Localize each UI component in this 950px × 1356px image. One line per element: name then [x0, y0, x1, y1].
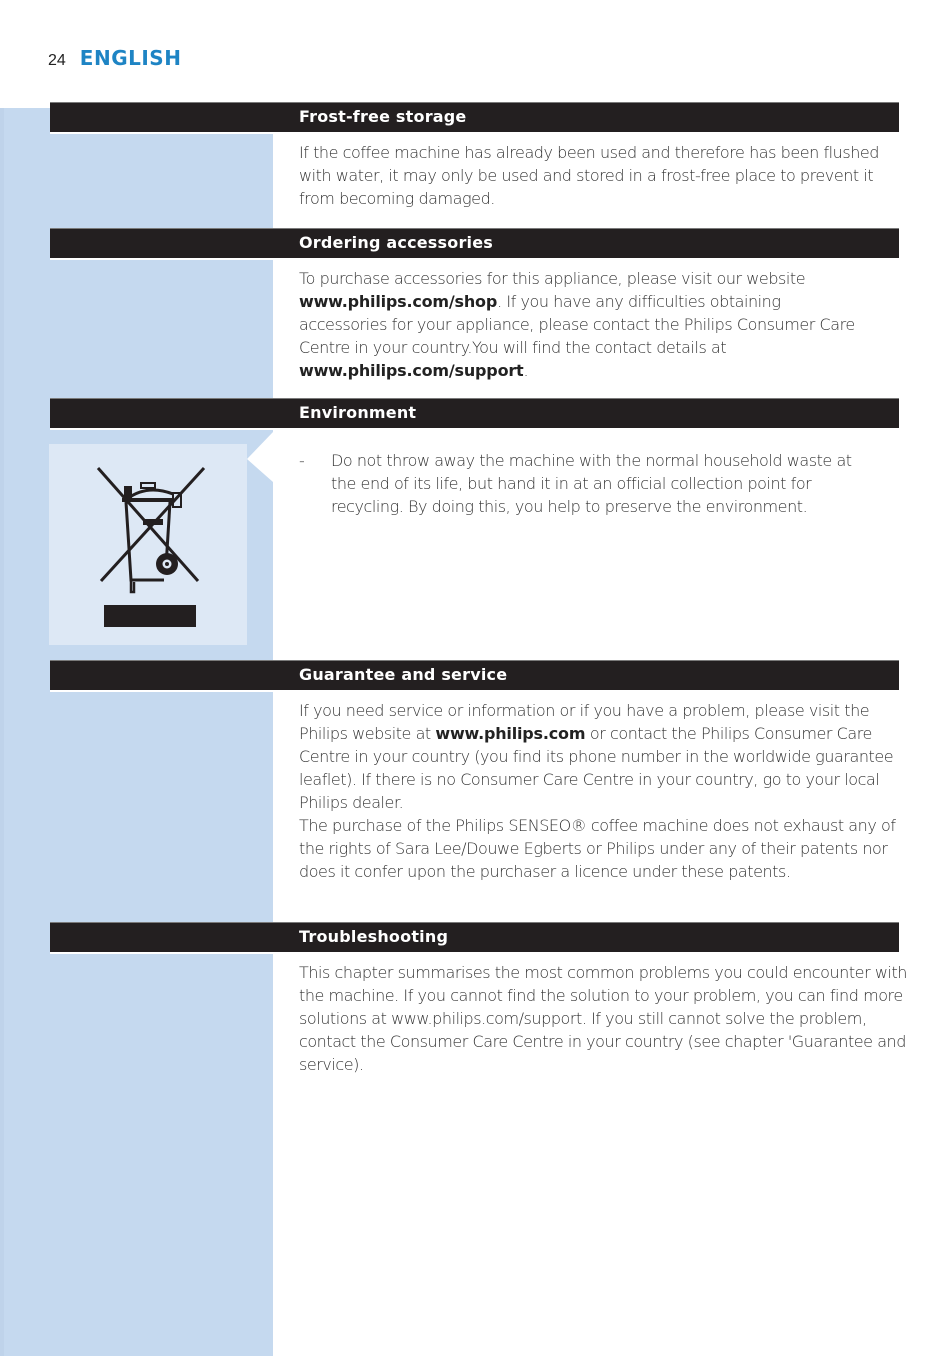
paragraph: If the coffee machine has already been used and therefore has been flushed with water, it may only be used and stored in a frost-free place to prevent it from becoming damaged.	[299, 143, 880, 208]
section-body-frost-free-storage	[299, 141, 909, 210]
philips-link[interactable]: www.philips.com	[435, 724, 586, 743]
section-body-guarantee-and-service	[299, 699, 904, 883]
section-bar-guarantee-and-service	[50, 661, 899, 692]
paragraph-text: If you need service or information or if you have a problem, please visit the Philips website at	[299, 701, 870, 743]
section-title: Guarantee and service	[299, 665, 508, 684]
paragraph-text: . If you have any difficulties obtaining accessories for your appliance, please contact the Philips Consumer Care Centre in your country.You will find the contact details at	[299, 292, 855, 357]
bullet-item	[299, 449, 874, 518]
section-body-ordering-accessories	[299, 267, 859, 382]
paragraph	[299, 699, 904, 814]
section-bar-frost-free-storage	[50, 103, 899, 134]
language-heading: ENGLISH	[79, 46, 182, 70]
shop-link[interactable]: www.philips.com/shop	[299, 292, 498, 311]
callout-notch	[247, 432, 273, 482]
page-header	[48, 46, 181, 76]
crossed-out-wheelie-bin-icon	[49, 444, 247, 645]
section-title: Troubleshooting	[299, 927, 449, 946]
section-bar-ordering-accessories	[50, 229, 899, 260]
section-title: Frost-free storage	[299, 107, 467, 126]
side-panel-edge	[0, 108, 4, 1356]
section-body-environment	[299, 449, 874, 518]
section-bar-environment	[50, 399, 899, 430]
bullet-text: Do not throw away the machine with the normal household waste at the end of its life, but hand it in at an official collection point for recycling. By doing this, you help to preserve the environment.	[331, 451, 852, 516]
paragraph: The purchase of the Philips SENSEO® coffee machine does not exhaust any of the rights of Sara Lee/Douwe Egberts or Philips under any of their patents nor does it confer upon the purchaser a licence under these patents.	[299, 816, 896, 881]
paragraph-text: To purchase accessories for this appliance, please visit our website	[299, 269, 806, 288]
paragraph-text: .	[523, 361, 529, 380]
section-title: Ordering accessories	[299, 233, 493, 252]
support-link[interactable]: www.philips.com/support	[299, 361, 524, 380]
paragraph: This chapter summarises the most common problems you could encounter with the machine. If you cannot find the solution to your problem, you can find more solutions at www.philips.com/support. If you still cannot solve the problem, contact the Consumer Care Centre in your country (see chapter 'Guarantee and service).	[299, 963, 907, 1074]
page-number: 24	[48, 52, 66, 69]
bullet-marker: -	[299, 451, 305, 470]
section-body-troubleshooting	[299, 961, 907, 1076]
section-bar-troubleshooting	[50, 923, 899, 954]
side-panel	[0, 108, 273, 1356]
paragraph-text: or contact the Philips Consumer Care Centre in your country (you find its phone number in the worldwide guarantee leaflet). If there is no Consumer Care Centre in your country, go to your local Philips dealer.	[299, 724, 894, 812]
section-title: Environment	[299, 403, 417, 422]
